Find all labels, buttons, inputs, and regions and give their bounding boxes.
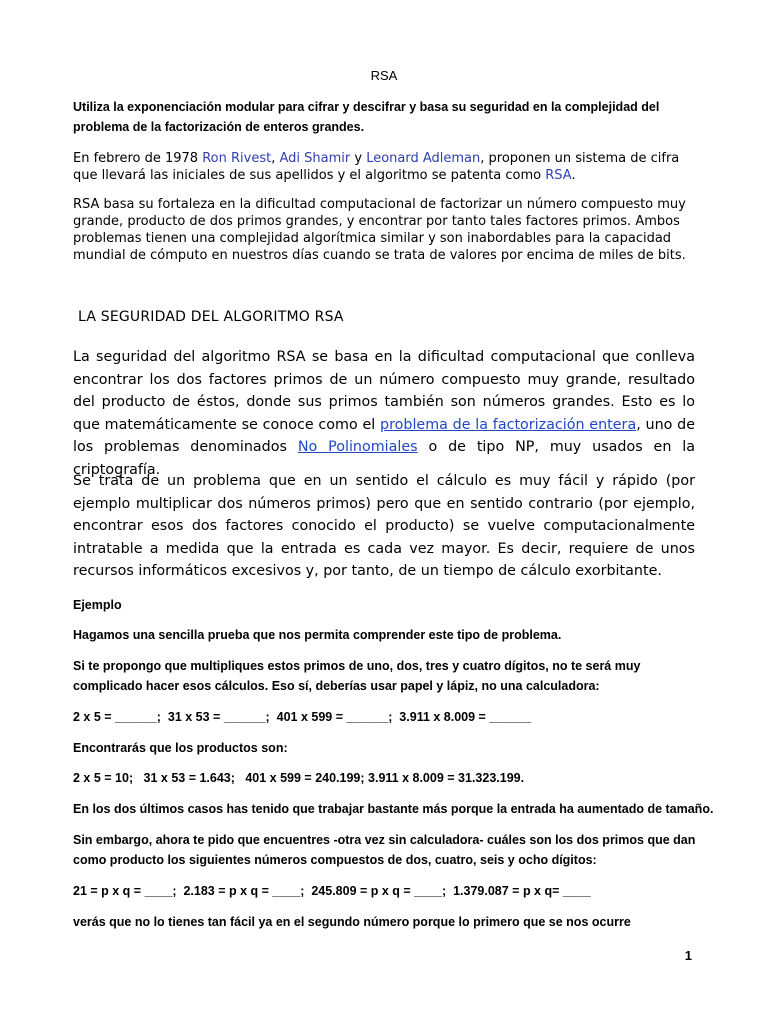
history-text: En febrero de 1978: [73, 151, 203, 166]
link-factorization-problem[interactable]: problema de la factorización entera: [380, 416, 637, 433]
page-number: 1: [684, 948, 692, 963]
link-ron-rivest[interactable]: Ron Rivest: [202, 151, 272, 166]
link-leonard-adleman[interactable]: Leonard Adleman: [366, 151, 481, 166]
section-heading: LA SEGURIDAD DEL ALGORITMO RSA: [78, 309, 344, 325]
history-text: y: [350, 151, 367, 166]
link-adi-shamir[interactable]: Adi Shamir: [279, 151, 351, 166]
document-title: RSA: [370, 68, 398, 83]
history-text: .: [571, 168, 576, 183]
security-paragraph: [73, 346, 695, 481]
link-rsa[interactable]: RSA: [545, 168, 572, 183]
history-paragraph: [73, 150, 705, 184]
example-factor-exercises: 21 = p x q = ____; 2.183 = p x q = ____; 245.809 = p x q = ____; 1.379.087 = p x q= ____: [73, 884, 591, 898]
example-multiply-exercises: 2 x 5 = ______; 31 x 53 = ______; 401 x 599 = ______; 3.911 x 8.009 = ______: [73, 710, 532, 724]
example-intro: Hagamos una sencilla prueba que nos permita comprender este tipo de problema.: [73, 628, 562, 642]
example-products-intro: Encontrarás que los productos son:: [73, 741, 288, 755]
problem-paragraph: Se trata de un problema que en un sentido el cálculo es muy fácil y rápido (por ejemplo multiplicar dos números primos) pero que en sentido contrario (por ejemplo, encontrar esos dos factores conocido el producto) se vuelve computacionalmente intratable a medida que la entrada es cada vez mayor. Es decir, requiere de unos recursos informáticos excesivos y, por tanto, de un tiempo de cálculo exorbitante.: [73, 473, 695, 579]
strength-paragraph: RSA basa su fortaleza en la dificultad computacional de factorizar un número compuesto muy grande, producto de dos primos grandes, y encontrar por tanto tales factores primos. Ambos problemas tienen una complejidad algorítmica similar y son inabordables para la capacidad mundial de cómputo en nuestros días cuando se trata de valores por encima de miles de bits.: [73, 197, 686, 263]
example-factor-instructions: Sin embargo, ahora te pido que encuentres -otra vez sin calculadora- cuáles son los dos primos que dan como producto los siguientes números compuestos de dos, cuatro, seis y ocho dígitos:: [73, 833, 696, 867]
link-no-polinomiales[interactable]: No Polinomiales: [297, 439, 418, 455]
security-text: La seguridad del algoritmo RSA se basa en la dificultad computacional que conlleva encontrar los dos factores primos de un número compuesto muy grande, resultado del producto de éstos, donde sus primos también son números grandes. Esto es lo que matemáticamente se conoce como el: [73, 349, 695, 433]
security-text: , uno de los problemas denominados: [73, 416, 695, 455]
history-text: , proponen un sistema de cifra que llevará las iniciales de sus apellidos y el algoritmo se patenta como: [73, 151, 680, 183]
example-heading: Ejemplo: [73, 598, 122, 612]
security-text: o de tipo NP, muy usados en la criptografía.: [73, 439, 695, 478]
history-text: ,: [271, 151, 280, 166]
example-closing-text: verás que no lo tienes tan fácil ya en el segundo número porque lo primero que se nos ocurre: [73, 915, 631, 929]
example-observation: En los dos últimos casos has tenido que trabajar bastante más porque la entrada ha aumentado de tamaño.: [73, 802, 714, 816]
example-products-results: 2 x 5 = 10; 31 x 53 = 1.643; 401 x 599 = 240.199; 3.911 x 8.009 = 31.323.199.: [73, 771, 525, 785]
intro-paragraph: Utiliza la exponenciación modular para cifrar y descifrar y basa su seguridad en la complejidad del problema de la factorización de enteros grandes.: [73, 100, 660, 134]
example-multiply-instructions: Si te propongo que multipliques estos primos de uno, dos, tres y cuatro dígitos, no te será muy complicado hacer esos cálculos. Eso sí, deberías usar papel y lápiz, no una calculadora:: [73, 659, 641, 693]
